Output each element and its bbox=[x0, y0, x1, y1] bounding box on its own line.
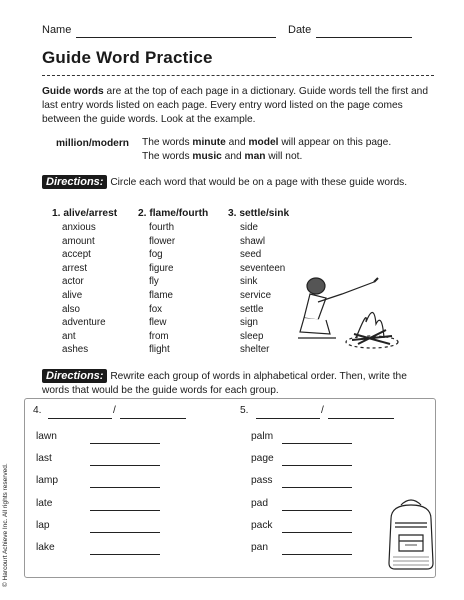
exercise-4-word: lap bbox=[36, 519, 50, 531]
group-1-word[interactable]: ant bbox=[62, 330, 76, 342]
group-1-word[interactable]: ashes bbox=[62, 344, 89, 356]
exercise-5-word: page bbox=[251, 453, 274, 465]
title-divider bbox=[42, 75, 434, 76]
directions-1 bbox=[42, 175, 434, 190]
exercise-4-word: lake bbox=[36, 542, 55, 553]
group-1-word[interactable]: anxious bbox=[62, 222, 96, 233]
exercise-4-word: last bbox=[36, 453, 52, 465]
backpack-illustration bbox=[383, 497, 439, 573]
group-1-heading: 1. alive/arrest bbox=[52, 208, 118, 219]
directions-1-tag: Directions: bbox=[42, 175, 107, 189]
exercise-5-answer-line[interactable] bbox=[282, 465, 352, 466]
exercise-5-answer-line[interactable] bbox=[282, 443, 352, 444]
directions-2 bbox=[42, 369, 434, 398]
group-3-word[interactable]: sign bbox=[240, 317, 258, 329]
exercise-5-last-guide-line[interactable] bbox=[328, 418, 394, 419]
name-label: Name bbox=[42, 24, 72, 36]
group-2-word[interactable]: figure bbox=[149, 262, 174, 274]
group-3-word[interactable]: shelter bbox=[240, 344, 270, 356]
directions-2-tag: Directions: bbox=[42, 369, 107, 383]
copyright-notice: © Harcourt Achieve Inc. All rights reserved. bbox=[2, 463, 9, 587]
exercise-5-slash: / bbox=[321, 405, 324, 416]
campfire-illustration bbox=[296, 268, 408, 354]
example-guide-words: million/modern bbox=[56, 138, 130, 149]
group-3-word[interactable]: sleep bbox=[240, 330, 264, 342]
group-2-word[interactable]: flight bbox=[149, 344, 170, 356]
exercise-4-answer-line[interactable] bbox=[90, 487, 160, 488]
group-2-word[interactable]: flower bbox=[149, 235, 176, 247]
intro-paragraph bbox=[42, 85, 434, 127]
exercise-4-word: lawn bbox=[36, 431, 57, 442]
exercise-5-word: pass bbox=[251, 475, 273, 487]
intro-text: are at the top of each page in a dictionary. Guide words tell the first and last entry words listed on each page. Every entry word listed on the page comes between the guide words. Look at the example. bbox=[42, 86, 429, 125]
group-1-word[interactable]: alive bbox=[62, 290, 83, 301]
exercise-5-answer-line[interactable] bbox=[282, 510, 352, 511]
group-3-word[interactable]: seed bbox=[240, 249, 262, 261]
exercise-5-word: pad bbox=[251, 497, 268, 509]
group-2-word[interactable]: fourth bbox=[149, 222, 175, 233]
exercise-5-answer-line[interactable] bbox=[282, 487, 352, 488]
group-1-word[interactable]: actor bbox=[62, 276, 84, 288]
exercise-5-word: pack bbox=[251, 519, 273, 531]
group-1-word[interactable]: adventure bbox=[62, 317, 106, 329]
group-2-heading: 2. flame/fourth bbox=[138, 208, 209, 219]
exercise-5-answer-line[interactable] bbox=[282, 532, 352, 533]
exercise-frame bbox=[24, 398, 436, 578]
page-title: Guide Word Practice bbox=[42, 48, 213, 67]
group-3-word[interactable]: service bbox=[240, 290, 272, 301]
exercise-4-word: late bbox=[36, 497, 53, 509]
example-line-1: The words minute and model will appear on this page. bbox=[142, 137, 392, 148]
directions-1-text: Circle each word that would be on a page with these guide words. bbox=[110, 177, 408, 188]
exercise-4-answer-line[interactable] bbox=[90, 554, 160, 555]
group-1-word[interactable]: amount bbox=[62, 235, 95, 247]
exercise-4-last-guide-line[interactable] bbox=[120, 418, 186, 419]
exercise-4-word: lamp bbox=[36, 475, 59, 487]
group-2-word[interactable]: fog bbox=[149, 249, 163, 261]
group-3-word[interactable]: seventeen bbox=[240, 262, 286, 274]
exercise-4-answer-line[interactable] bbox=[90, 532, 160, 533]
group-3-word[interactable]: side bbox=[240, 222, 258, 233]
date-label: Date bbox=[288, 24, 312, 36]
exercise-5-word: palm bbox=[251, 431, 274, 442]
exercise-4-number: 4. bbox=[33, 405, 42, 416]
exercise-4-answer-line[interactable] bbox=[90, 465, 160, 466]
exercise-4-slash: / bbox=[113, 405, 116, 416]
group-2-word[interactable]: fox bbox=[149, 303, 163, 315]
group-3-word[interactable]: settle bbox=[240, 303, 264, 315]
group-2-word[interactable]: fly bbox=[149, 276, 159, 288]
intro-term: Guide words bbox=[42, 86, 104, 97]
exercise-5-answer-line[interactable] bbox=[282, 554, 352, 555]
exercise-5-number: 5. bbox=[240, 405, 249, 416]
date-field[interactable] bbox=[316, 37, 412, 38]
directions-2-text: Rewrite each group of words in alphabetical order. Then, write the words that would be the guide words for each group. bbox=[42, 371, 407, 396]
group-2-word[interactable]: from bbox=[149, 330, 169, 342]
exercise-4-answer-line[interactable] bbox=[90, 510, 160, 511]
group-3-heading: 3. settle/sink bbox=[228, 208, 290, 219]
group-3-word[interactable]: sink bbox=[240, 276, 258, 288]
exercise-5-first-guide-line[interactable] bbox=[256, 418, 320, 419]
name-field[interactable] bbox=[76, 37, 276, 38]
exercise-5-word: pan bbox=[251, 542, 268, 553]
exercise-4-first-guide-line[interactable] bbox=[48, 418, 112, 419]
group-1-word[interactable]: accept bbox=[62, 249, 91, 261]
group-1-word[interactable]: arrest bbox=[62, 262, 88, 274]
group-2-word[interactable]: flame bbox=[149, 290, 173, 301]
group-1-word[interactable]: also bbox=[62, 303, 80, 315]
group-3-word[interactable]: shawl bbox=[240, 235, 266, 247]
example-line-2: The words music and man will not. bbox=[142, 151, 303, 162]
group-2-word[interactable]: flew bbox=[149, 317, 167, 329]
exercise-4-answer-line[interactable] bbox=[90, 443, 160, 444]
